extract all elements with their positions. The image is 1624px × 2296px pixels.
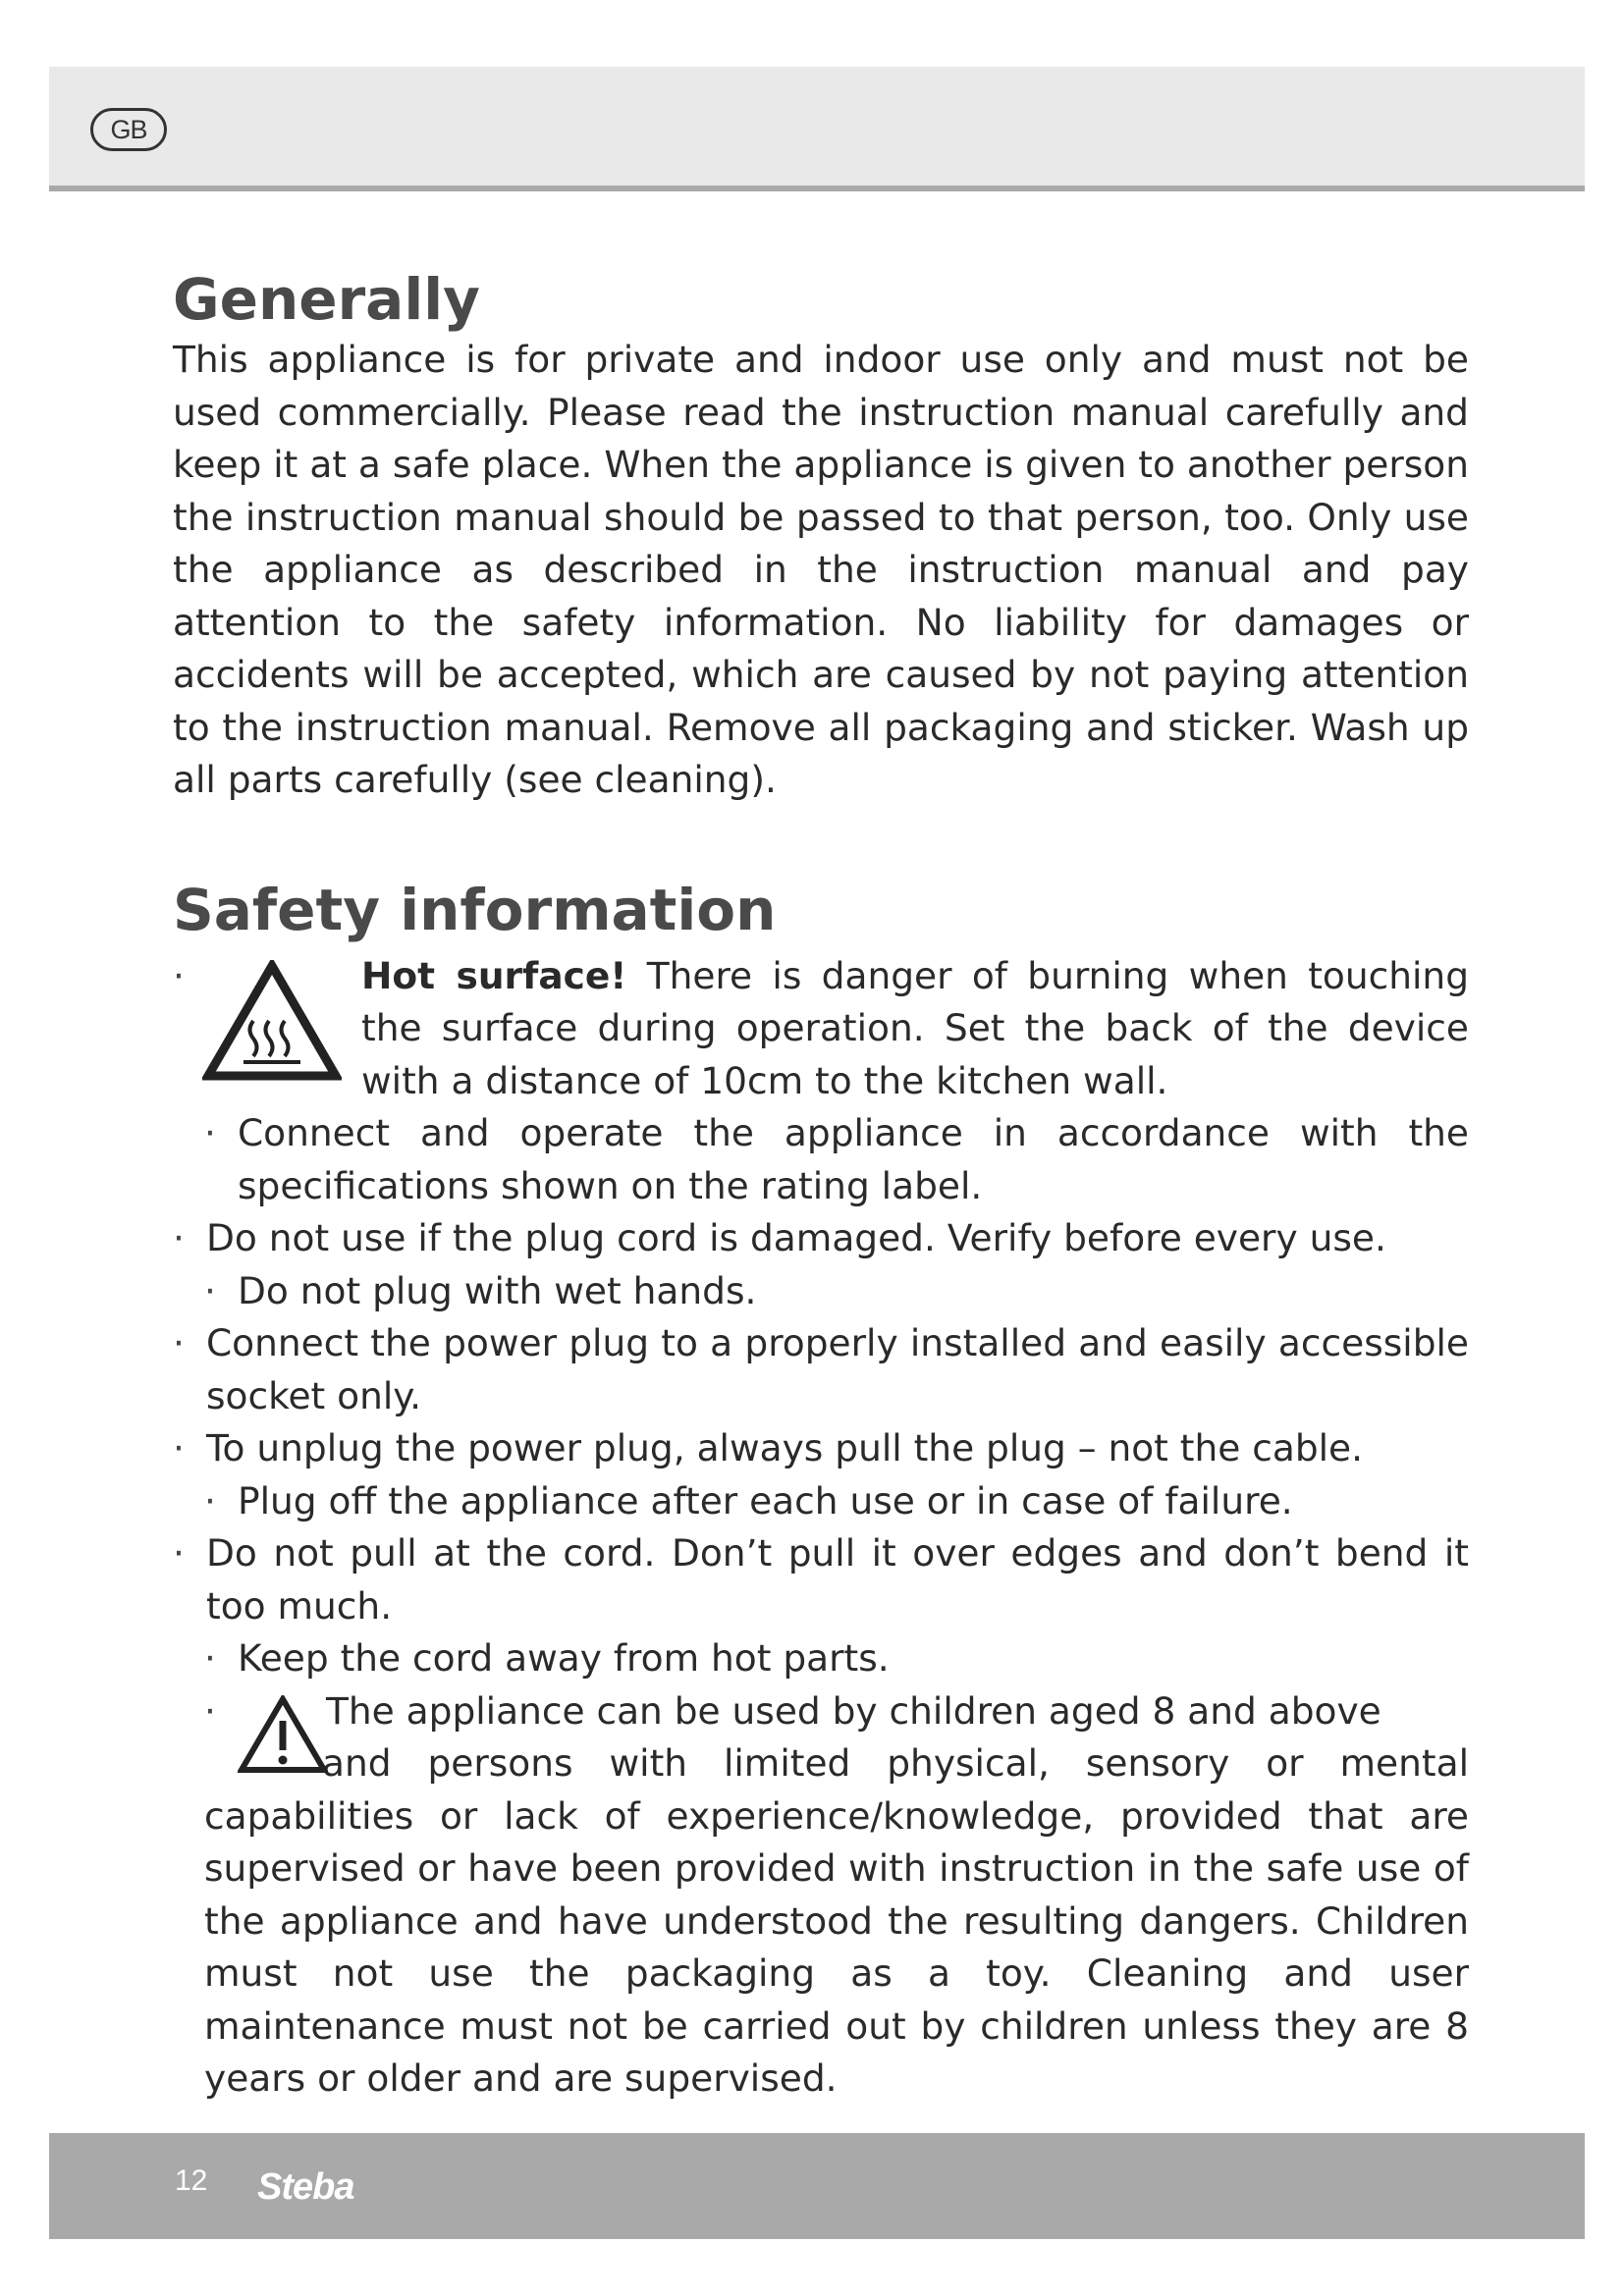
safety-item: · To unplug the power plug, always pull the plug – not the cable.: [173, 1426, 1364, 1469]
hot-surface-item: [173, 950, 1469, 1108]
safety-item: · Do not use if the plug cord is damaged. Verify before every use.: [173, 1216, 1386, 1259]
children-line-1: The appliance can be used by children aged 8 and above: [326, 1688, 1381, 1733]
safety-item-text: Connect and operate the appliance in accordance with the specifications shown on the rating label.: [238, 1111, 1469, 1207]
page-content: [173, 265, 1469, 2106]
safety-item: · Plug off the appliance after each use or in case of failure.: [204, 1478, 1293, 1522]
brand-name: Steba: [257, 2166, 354, 2208]
hot-surface-text: There is danger of burning when touching the surface during operation. Set the back of the device with a distance of 10cm to the kitchen wall.: [361, 953, 1470, 1102]
safety-item-text: Connect the power plug to a properly installed and easily accessible socket only.: [206, 1321, 1469, 1417]
safety-item: · Connect and operate the appliance in accordance with the specifications shown on the rating label.: [204, 1111, 1469, 1207]
safety-item: · Keep the cord away from hot parts.: [204, 1636, 890, 1680]
page-number: 12: [175, 2164, 208, 2197]
safety-item-text: Plug off the appliance after each use or in case of failure.: [238, 1478, 1293, 1522]
brand-logo: [257, 2166, 463, 2212]
safety-item-text: Do not use if the plug cord is damaged. Verify before every use.: [206, 1216, 1386, 1259]
safety-item: · Do not plug with wet hands.: [204, 1268, 757, 1312]
generally-paragraph: This appliance is for private and indoor use only and must not be used commercially. Please read the instruction manual carefully and keep it at a safe place. When the appliance is given to another person the instruction manual should be passed to that person, too. Only use the appliance as described in the instruction manual and pay attention to the safety information. No liability for damages or accidents will be accepted, which are caused by not paying attention to the instruction manual. Remove all packaging and sticker. Wash up all parts carefully (see cleaning).: [173, 338, 1469, 801]
safety-item: · Do not pull at the cord. Don’t pull it over edges and don’t bend it too much.: [173, 1531, 1469, 1628]
section-title-safety: Safety information: [173, 876, 777, 943]
hot-surface-warning-icon: [202, 960, 342, 1084]
safety-item-text: Do not plug with wet hands.: [238, 1268, 757, 1312]
safety-item: · Connect the power plug to a properly installed and easily accessible socket only.: [173, 1321, 1469, 1417]
footer-bar: [49, 2133, 1585, 2239]
children-text: and persons with limited physical, sensory or mental capabilities or lack of experience/knowledge, provided that are supervised or have been provided with instruction in the safe use of the appliance and have understood the resulting dangers. Children must not use the packaging as a toy. Cleaning and user maintenance must not be carried out by children unless they are 8 years or older and are supervised.: [204, 1741, 1469, 2100]
section-title-generally: Generally: [173, 266, 480, 333]
children-safety-item: · The appliance can be used by children aged 8 and above and persons with limited physical, sensory or mental capabilities or lack of experience/knowledge, provided that are supervised or have been provided with instruction in the safe use of the appliance and have understood the resulting dangers. Children must not use the packaging as a toy. Cleaning and user maintenance must not be carried out by children unless they are 8 years or older and are supervised.: [204, 1685, 1469, 2106]
header-bar: [49, 67, 1585, 191]
language-badge: GB: [90, 108, 167, 151]
safety-item-text: Keep the cord away from hot parts.: [238, 1636, 890, 1680]
safety-item-text: To unplug the power plug, always pull the plug – not the cable.: [206, 1426, 1364, 1469]
bullet-dot: ·: [173, 953, 185, 997]
safety-item-text: Do not pull at the cord. Don’t pull it over edges and don’t bend it too much.: [206, 1531, 1469, 1628]
general-warning-icon: [238, 1695, 328, 1774]
hot-surface-label: Hot surface!: [361, 953, 627, 997]
